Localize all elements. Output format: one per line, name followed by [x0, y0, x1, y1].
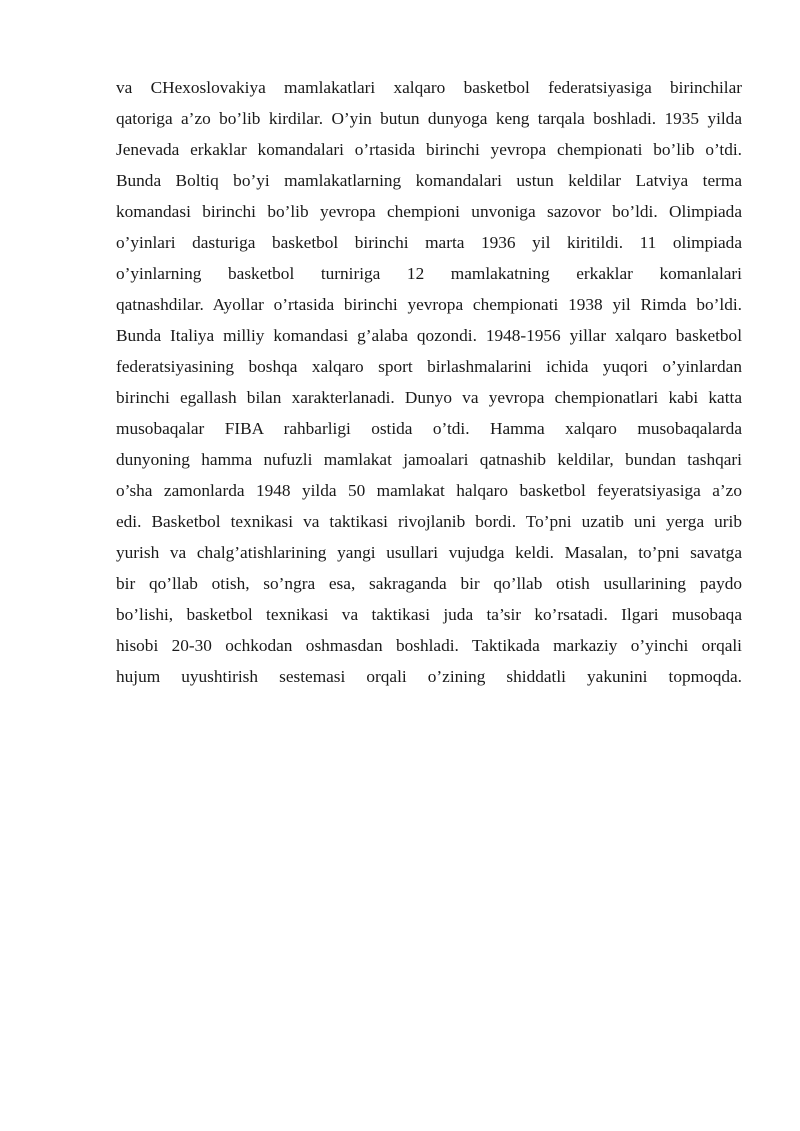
- body-paragraph: [116, 72, 742, 692]
- text-line: qatnashdilar. Ayollar o’rtasida birinchi yevropa chempionati 1938 yil Rimda bo’ldi.: [116, 295, 742, 314]
- text-line: birinchi egallash bilan xarakterlanadi. Dunyo va yevropa chempionatlari kabi katta: [116, 388, 742, 407]
- text-line: o’yinlari dasturiga basketbol birinchi marta 1936 yil kiritildi. 11 olimpiada: [116, 233, 742, 252]
- text-line: bo’lishi, basketbol texnikasi va taktikasi juda ta’sir ko’rsatadi. Ilgari musobaqa: [116, 605, 742, 624]
- text-line: musobaqalar FIBA rahbarligi ostida o’tdi. Hamma xalqaro musobaqalarda: [116, 419, 742, 438]
- text-line: bir qo’llab otish, so’ngra esa, sakraganda bir qo’llab otish usullarining paydo: [116, 574, 742, 593]
- text-line: federatsiyasining boshqa xalqaro sport birlashmalarini ichida yuqori o’yinlardan: [116, 357, 742, 376]
- text-line: hisobi 20-30 ochkodan oshmasdan boshladi. Taktikada markaziy o’yinchi orqali: [116, 636, 742, 655]
- text-line: komandasi birinchi bo’lib yevropa chempioni unvoniga sazovor bo’ldi. Olimpiada: [116, 202, 742, 221]
- text-line: Bunda Boltiq bo’yi mamlakatlarning komandalari ustun keldilar Latviya terma: [116, 171, 742, 190]
- text-line: Jenevada erkaklar komandalari o’rtasida birinchi yevropa chempionati bo’lib o’tdi.: [116, 140, 742, 159]
- text-line: hujum uyushtirish sestemasi orqali o’zining shiddatli yakunini topmoqda.: [116, 667, 742, 686]
- text-line: yurish va chalg’atishlarining yangi usullari vujudga keldi. Masalan, to’pni savatga: [116, 543, 742, 562]
- text-line: Bunda Italiya milliy komandasi g’alaba qozondi. 1948-1956 yillar xalqaro basketbol: [116, 326, 742, 345]
- text-line: va CHexoslovakiya mamlakatlari xalqaro basketbol federatsiyasiga birinchilar: [116, 78, 742, 97]
- text-line: o’yinlarning basketbol turniriga 12 mamlakatning erkaklar komanlalari: [116, 264, 742, 283]
- text-line: dunyoning hamma nufuzli mamlakat jamoalari qatnashib keldilar, bundan tashqari: [116, 450, 742, 469]
- text-line: edi. Basketbol texnikasi va taktikasi rivojlanib bordi. To’pni uzatib uni yerga urib: [116, 512, 742, 531]
- text-line: qatoriga a’zo bo’lib kirdilar. O’yin butun dunyoga keng tarqala boshladi. 1935 yilda: [116, 109, 742, 128]
- text-line: o’sha zamonlarda 1948 yilda 50 mamlakat halqaro basketbol feyeratsiyasiga a’zo: [116, 481, 742, 500]
